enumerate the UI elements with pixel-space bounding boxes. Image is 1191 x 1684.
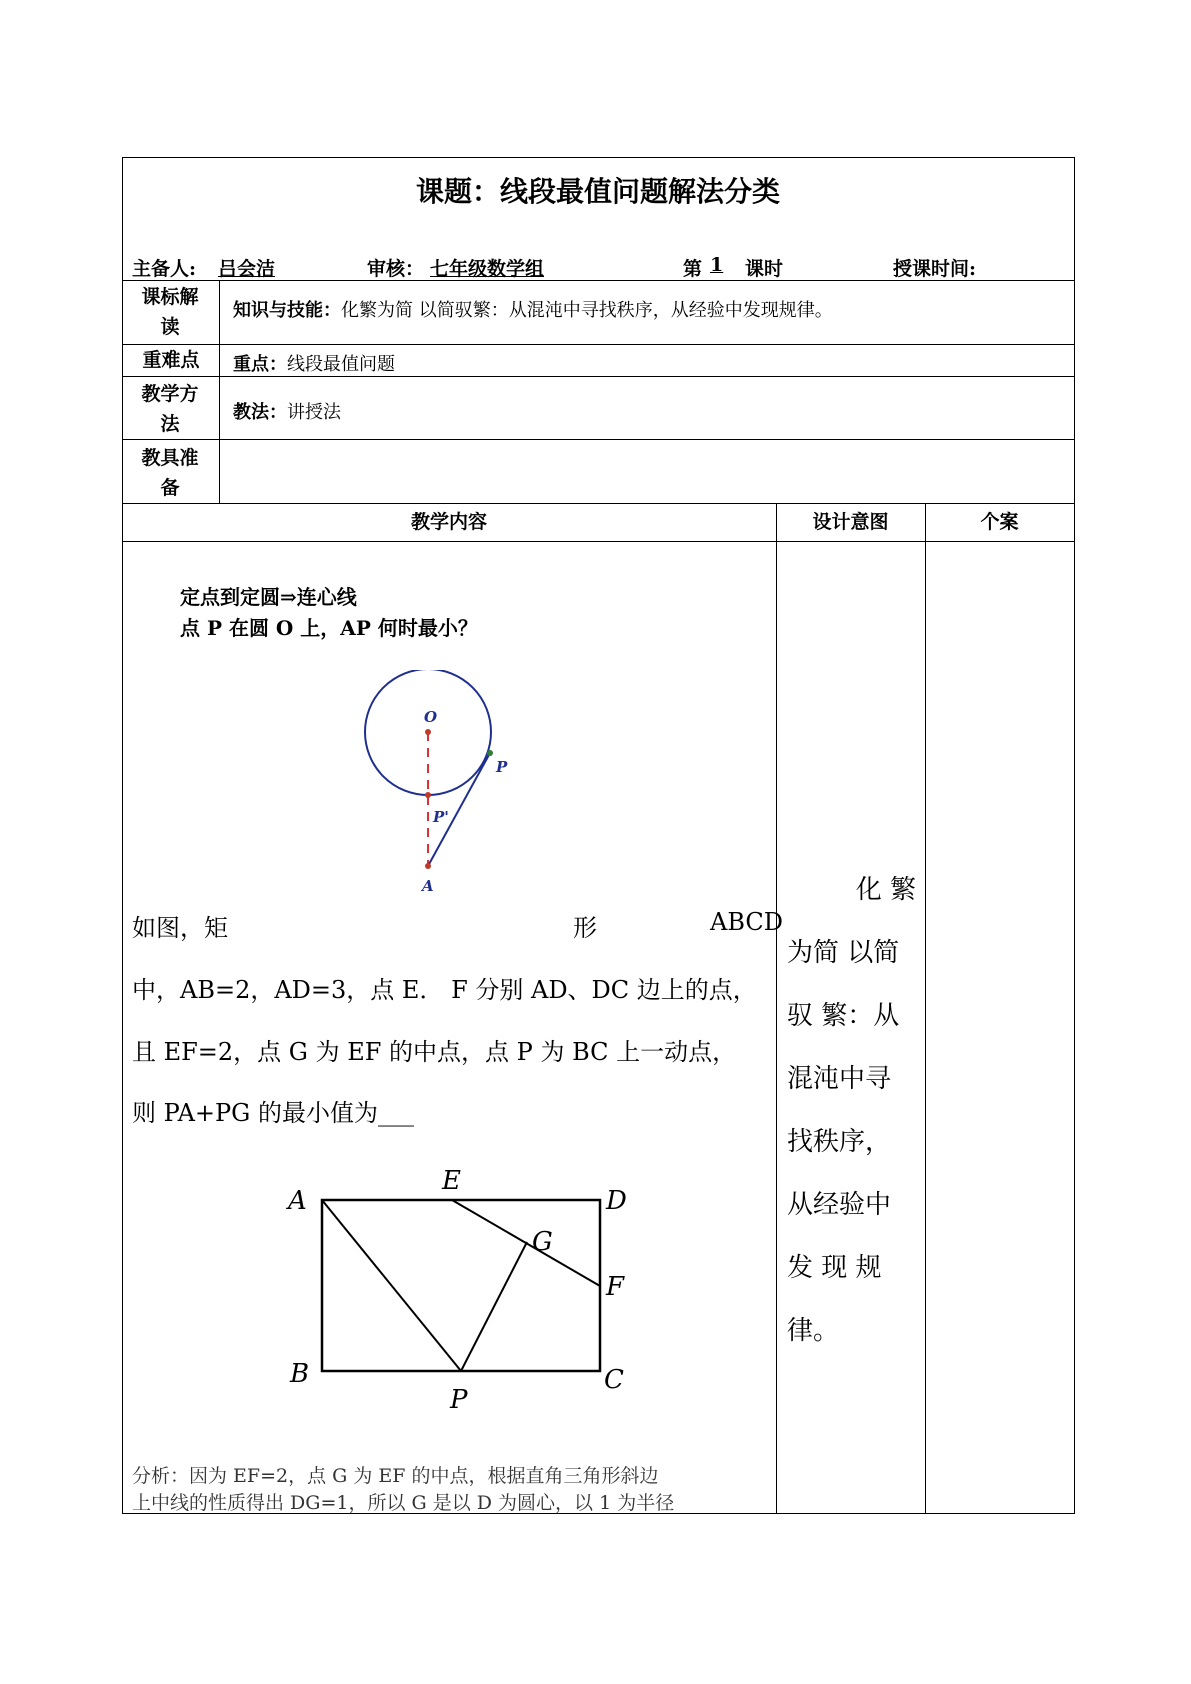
question-heading: 点 P 在圆 O 上，AP 何时最小？ (180, 616, 478, 640)
design-intent-line: 驭 繁：从 (787, 1001, 900, 1031)
method-text (233, 398, 341, 424)
label-p: P (496, 758, 508, 776)
analysis-line-2: 上中线的性质得出 DG=1，所以 G 是以 D 为圆心，以 1 为半径 (132, 1492, 675, 1514)
standard-text (233, 296, 833, 322)
key-text (233, 350, 395, 376)
label-g: G (532, 1227, 553, 1257)
problem-line-1a: 如图，矩 (132, 914, 228, 942)
label-c: C (604, 1365, 624, 1395)
point-a (425, 863, 431, 869)
segment-ef (452, 1200, 600, 1286)
design-intent-line: 为简 以简 (787, 938, 900, 968)
content-header: 教学内容 (410, 511, 487, 533)
case-header: 个案 (980, 511, 1019, 533)
lesson-prefix: 第 (683, 258, 703, 280)
label-p: P (450, 1385, 468, 1415)
label-b: B (290, 1359, 310, 1389)
segment-pa (322, 1200, 461, 1371)
label-a: A (288, 1186, 307, 1216)
problem-line-3: 且 EF=2，点 G 为 EF 的中点，点 P 为 BC 上一动点， (132, 1038, 737, 1066)
row-divider-tools (122, 503, 1075, 504)
lesson-number: 1 (710, 254, 724, 276)
design-intent-line: 化 繁 (855, 875, 916, 905)
segment-pg (461, 1242, 527, 1371)
problem-line-4: 则 PA+PG 的最小值为___ (132, 1099, 414, 1127)
lesson-suffix: 课时 (745, 258, 784, 280)
row-divider-method (122, 439, 1075, 440)
point-p-prime (425, 792, 431, 798)
key-value: 线段最值问题 (287, 354, 395, 375)
table-border-top (122, 157, 1075, 158)
method-heading: 定点到定圆⇒连心线 (180, 585, 357, 609)
design-intent-line: 找秩序， (787, 1127, 892, 1157)
label-a: A (422, 877, 434, 895)
problem-line-1b: 形 (573, 914, 597, 942)
case-column-divider (925, 503, 926, 1514)
design-intent-line: 从经验中 (787, 1190, 892, 1220)
design-intent-line: 律。 (787, 1316, 840, 1346)
row-divider-standard (122, 344, 1075, 345)
label-column-divider (219, 280, 220, 504)
method-label: 教学方法 (141, 383, 199, 435)
rectangle-abcd (322, 1200, 600, 1371)
method-key: 教法： (233, 402, 287, 423)
label-f: F (606, 1272, 625, 1302)
rectangle-figure (280, 1150, 660, 1420)
standard-label: 课标解读 (141, 286, 199, 338)
standard-value: 化繁为简 以简驭繁：从混沌中寻找秩序，从经验中发现规律。 (341, 300, 833, 321)
row-divider-header (122, 541, 1075, 542)
design-header: 设计意图 (812, 511, 889, 533)
problem-line-1c: ABCD (710, 908, 784, 936)
key-key: 重点： (233, 354, 287, 375)
point-o (425, 729, 431, 735)
problem-line-2: 中，AB=2，AD=3，点 E． F 分别 AD、DC 边上的点， (132, 976, 757, 1004)
teaching-time-label: 授课时间: (893, 258, 977, 280)
tools-label: 教具准备 (141, 447, 199, 499)
label-p-prime: P' (433, 808, 449, 826)
reviewer-name: 七年级数学组 (430, 258, 545, 280)
label-o: O (424, 708, 438, 726)
preparer-label: 主备人: (132, 258, 197, 280)
analysis-line-1: 分析：因为 EF=2，点 G 为 EF 的中点，根据直角三角形斜边 (132, 1465, 659, 1487)
circle-figure (330, 670, 530, 900)
point-p (487, 750, 493, 756)
standard-key: 知识与技能： (233, 300, 341, 321)
page-title: 课题：线段最值问题解法分类 (415, 175, 780, 208)
preparer-name: 吕会洁 (218, 258, 276, 280)
design-intent (787, 870, 922, 1374)
table-border-right (1074, 157, 1075, 1514)
row-divider-key (122, 376, 1075, 377)
design-column-divider (776, 503, 777, 1514)
reviewer-label: 审核： (367, 258, 425, 280)
label-d: D (606, 1186, 627, 1216)
method-value: 讲授法 (287, 402, 341, 423)
design-intent-line: 发 现 规 (787, 1253, 882, 1283)
table-border-left (122, 157, 123, 1514)
design-intent-line: 混沌中寻 (787, 1064, 892, 1094)
label-e: E (442, 1166, 461, 1196)
key-label: 重难点 (142, 349, 200, 371)
